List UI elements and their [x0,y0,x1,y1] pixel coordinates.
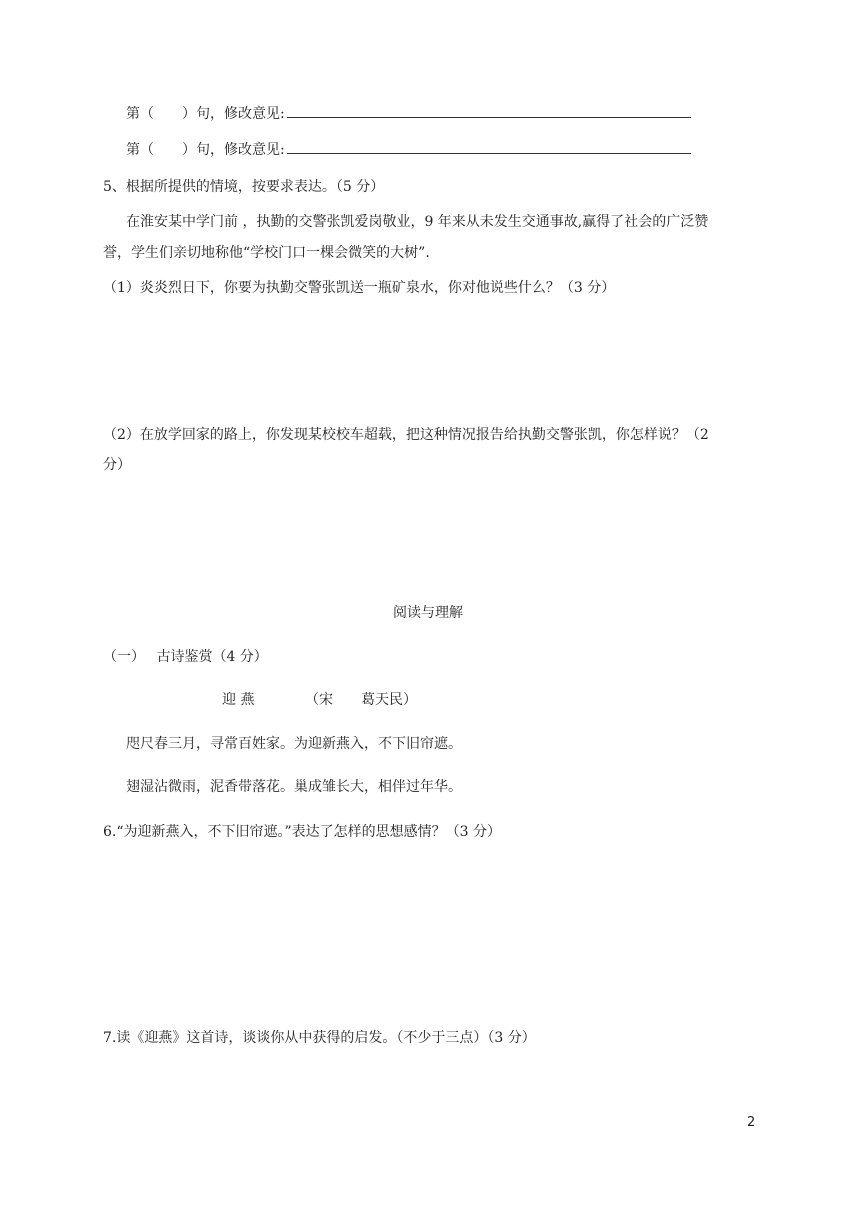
revision-line-1 [126,103,691,124]
question-5-title: 5、根据所提供的情境，按要求表达。（5 分） [103,179,385,195]
question-5-sub-1: （1）炎炎烈日下，你要为执勤交警张凯送一瓶矿泉水，你对他说些什么？（3 分） [103,280,616,296]
answer-blank-1[interactable] [287,103,691,118]
question-6: 6.“为迎新燕入，不下旧帘遮。”表达了怎样的思想感情？（3 分） [103,824,502,840]
revision-line-2 [126,139,691,160]
poem-line-2: 翅湿沾微雨，泥香带落花。巢成雏长大，相伴过年华。 [126,779,462,795]
question-5-sub-2-line-1: （2）在放学回家的路上，你发现某校校车超载，把这种情况报告给执勤交警张凯，你怎样说？（2 [103,427,709,443]
poem-title: 迎 燕 [222,692,255,708]
page-number: 2 [747,1115,756,1130]
question-5-context-line-2: 誉，学生们亲切地称他“学校门口一棵会微笑的大树”. [103,245,430,261]
revision-label-1: 第（ ）句，修改意见: [126,106,285,122]
question-5-sub-2-line-2: 分） [103,457,131,473]
poem-line-1: 咫尺春三月，寻常百姓家。为迎新燕入，不下旧帘遮。 [126,736,462,752]
poem-author: （宋 葛天民） [305,692,417,708]
answer-blank-2[interactable] [287,139,691,154]
question-5-context-line-1: 在淮安某中学门前 ，执勤的交警张凯爱岗敬业，9 年来从未发生交通事故,赢得了社会的广泛赞 [126,214,709,230]
revision-label-2: 第（ ）句，修改意见: [126,142,285,158]
part-heading: （一） 古诗鉴赏（4 分） [103,649,268,665]
question-7: 7.读《迎燕》这首诗，谈谈你从中获得的启发。（不少于三点）（3 分） [103,1030,536,1046]
section-title: 阅读与理解 [393,605,463,621]
